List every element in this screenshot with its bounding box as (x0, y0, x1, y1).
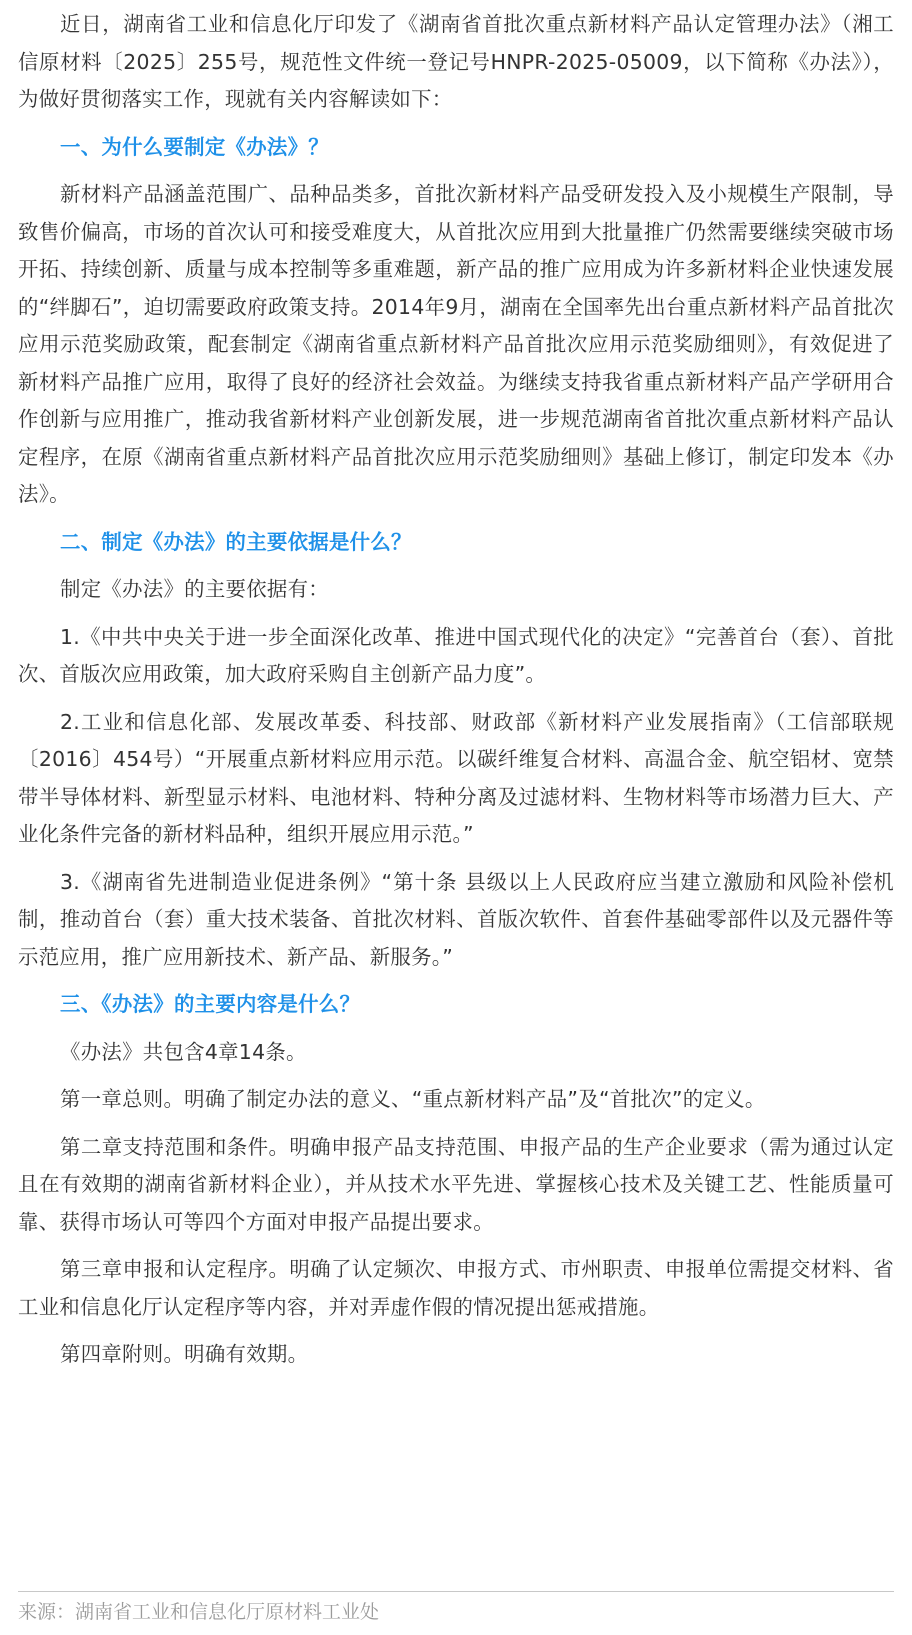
section-1-paragraph: 新材料产品涵盖范围广、品种品类多，首批次新材料产品受研发投入及小规模生产限制，导致售价偏高，市场的首次认可和接受难度大，从首批次应用到大批量推广仍然需要继续突破市场开拓、持续创新、质量与成本控制等多重难题，新产品的推广应用成为许多新材料企业快速发展的“绊脚石”，迫切需要政府政策支持。2014年9月，湖南在全国率先出台重点新材料产品首批次应用示范奖励政策，配套制定《湖南省重点新材料产品首批次应用示范奖励细则》，有效促进了新材料产品推广应用，取得了良好的经济社会效益。为继续支持我省重点新材料产品产学研用合作创新与应用推广，推动我省新材料产业创新发展，进一步规范湖南省首批次重点新材料产品认定程序，在原《湖南省重点新材料产品首批次应用示范奖励细则》基础上修订，制定印发本《办法》。 (18, 182, 894, 506)
section-3-summary: 《办法》共包含4章14条。 (60, 1039, 307, 1064)
section-2-lead: 制定《办法》的主要依据有： (60, 577, 329, 601)
footer-divider (18, 1591, 894, 1592)
source-value: 湖南省工业和信息化厅原材料工业处 (75, 1601, 380, 1623)
section-heading-2: 二、制定《办法》的主要依据是什么？ (60, 529, 412, 554)
source-line (18, 1597, 379, 1627)
section-heading-3: 三、《办法》的主要内容是什么？ (60, 992, 361, 1016)
intro-paragraph: 近日，湖南省工业和信息化厅印发了《湖南省首批次重点新材料产品认定管理办法》（湘工信原材料〔2025〕255号，规范性文件统一登记号HNPR-2025-05009，以下简称《办法》），为做好贯彻落实工作，现就有关内容解读如下： (18, 12, 894, 111)
basis-item-3: 3.《湖南省先进制造业促进条例》“第十条 县级以上人民政府应当建立激励和风险补偿机制，推动首台（套）重大技术装备、首批次材料、首版次软件、首套件基础零部件以及元器件等示范应用，推广应用新技术、新产品、新服务。” (18, 869, 894, 969)
basis-item-2: 2.工业和信息化部、发展改革委、科技部、财政部《新材料产业发展指南》（工信部联规〔2016〕454号）“开展重点新材料应用示范。以碳纤维复合材料、高温合金、航空铝材、宽禁带半导体材料、新型显示材料、电池材料、特种分离及过滤材料、生物材料等市场潜力巨大、产业化条件完备的新材料品种，组织开展应用示范。” (18, 709, 894, 846)
chapter-1-paragraph: 第一章总则。明确了制定办法的意义、“重点新材料产品”及“首批次”的定义。 (60, 1087, 766, 1111)
chapter-4-paragraph: 第四章附则。明确有效期。 (60, 1342, 309, 1366)
chapter-3-paragraph: 第三章申报和认定程序。明确了认定频次、申报方式、市州职责、申报单位需提交材料、省工业和信息化厅认定程序等内容，并对弄虚作假的情况提出惩戒措施。 (18, 1257, 894, 1319)
basis-item-1: 1.《中共中央关于进一步全面深化改革、推进中国式现代化的决定》“完善首台（套）、首批次、首版次应用政策，加大政府采购自主创新产品力度”。 (18, 624, 894, 686)
section-heading-1: 一、为什么要制定《办法》？ (60, 134, 329, 159)
article-body (18, 6, 894, 1384)
chapter-2-paragraph: 第二章支持范围和条件。明确申报产品支持范围、申报产品的生产企业要求（需为通过认定且在有效期的湖南省新材料企业），并从技术水平先进、掌握核心技术及关键工艺、性能质量可靠、获得市场认可等四个方面对申报产品提出要求。 (18, 1134, 894, 1234)
source-label: 来源： (18, 1601, 76, 1623)
